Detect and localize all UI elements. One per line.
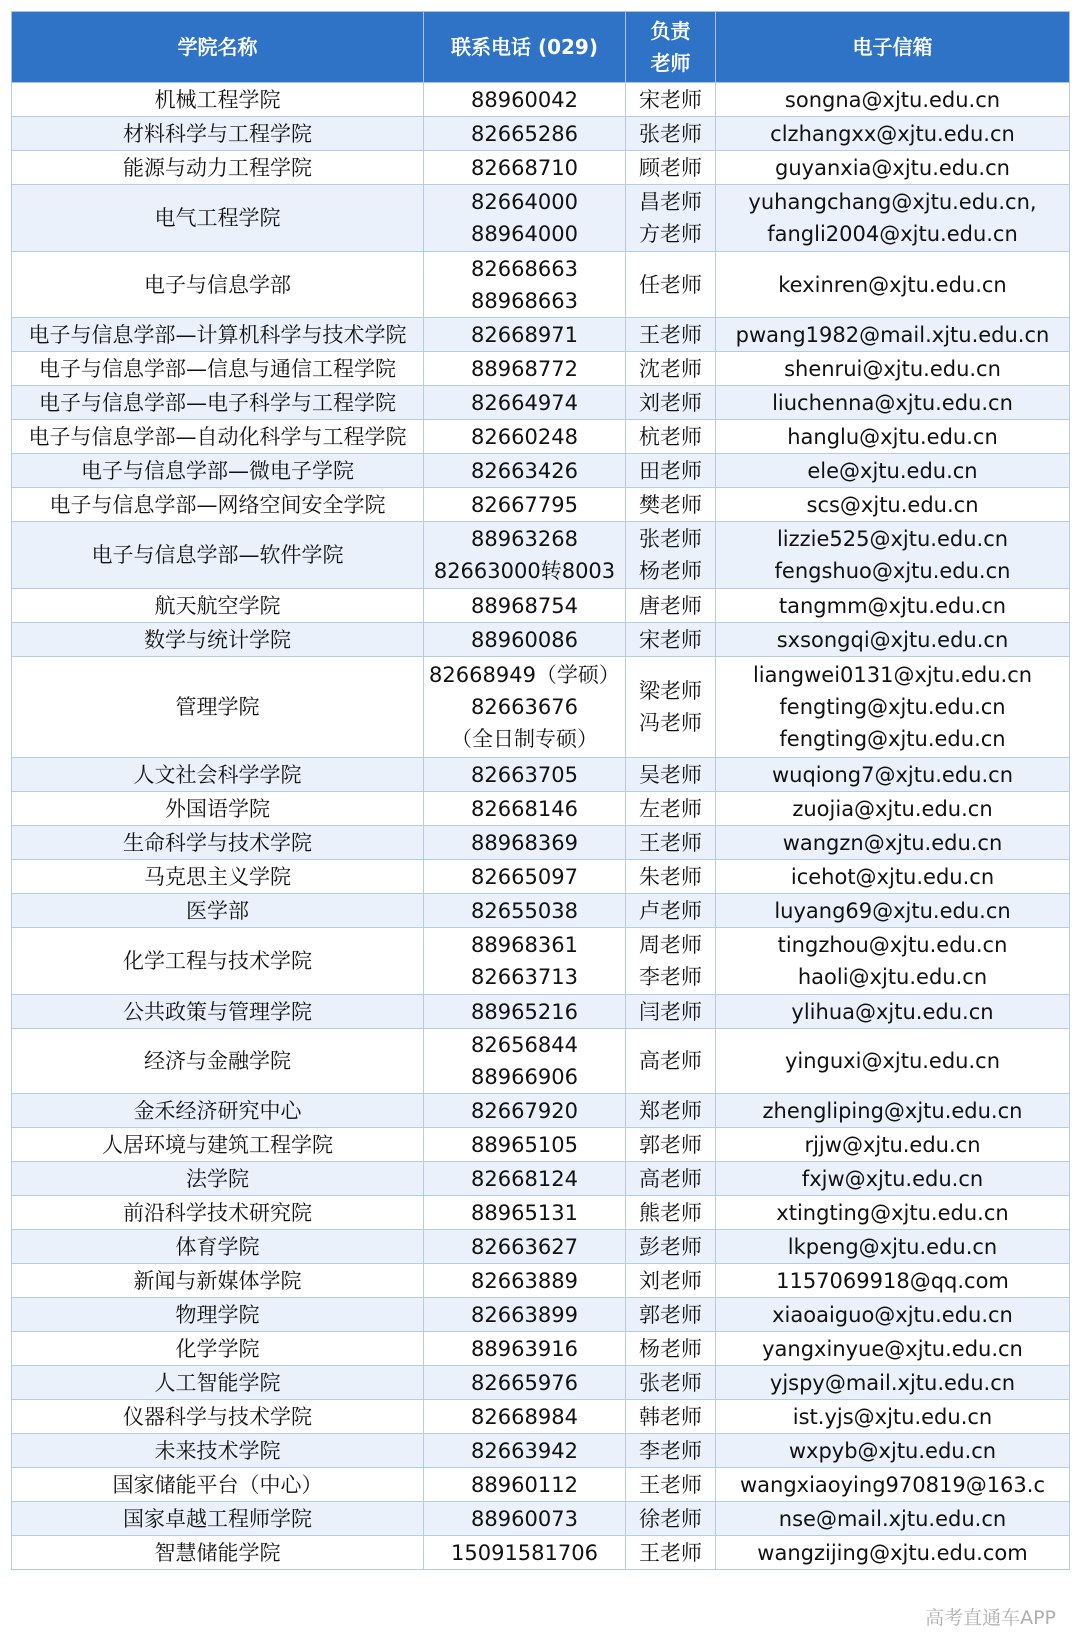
email: guyanxia@xjtu.edu.cn xyxy=(716,151,1070,185)
table-row xyxy=(12,1162,1070,1196)
college-name: 电子与信息学部—信息与通信工程学院 xyxy=(12,352,424,386)
table-row xyxy=(12,1128,1070,1162)
college-name: 前沿科学技术研究院 xyxy=(12,1196,424,1230)
college-name: 国家卓越工程师学院 xyxy=(12,1502,424,1536)
college-name: 电子与信息学部—电子科学与工程学院 xyxy=(12,386,424,420)
phone: 82660248 xyxy=(424,420,626,454)
table-row xyxy=(12,1502,1070,1536)
email: 1157069918@qq.com xyxy=(716,1264,1070,1298)
teacher: 彭老师 xyxy=(626,1230,716,1264)
phone: 82663942 xyxy=(424,1434,626,1468)
table-row xyxy=(12,1536,1070,1570)
table-row xyxy=(12,589,1070,623)
teacher: 王老师 xyxy=(626,1536,716,1570)
teacher-line: 杨老师 xyxy=(639,559,702,583)
email-line: fengting@xjtu.edu.cn xyxy=(779,695,1006,719)
email: clzhangxx@xjtu.edu.cn xyxy=(716,117,1070,151)
email: icehot@xjtu.edu.cn xyxy=(716,860,1070,894)
email-line: tingzhou@xjtu.edu.cn xyxy=(777,933,1008,957)
table-row xyxy=(12,1400,1070,1434)
table-row xyxy=(12,1298,1070,1332)
table-row xyxy=(12,1366,1070,1400)
teacher xyxy=(626,928,716,995)
phone: 82665976 xyxy=(424,1366,626,1400)
phone-line: 88964000 xyxy=(471,222,578,246)
phone xyxy=(424,252,626,318)
teacher: 张老师 xyxy=(626,1366,716,1400)
college-name: 外国语学院 xyxy=(12,792,424,826)
phone xyxy=(424,522,626,589)
college-name: 数学与统计学院 xyxy=(12,623,424,657)
phone: 82663899 xyxy=(424,1298,626,1332)
email: zuojia@xjtu.edu.cn xyxy=(716,792,1070,826)
phone: 88960042 xyxy=(424,83,626,117)
email: xiaoaiguo@xjtu.edu.cn xyxy=(716,1298,1070,1332)
college-name: 金禾经济研究中心 xyxy=(12,1094,424,1128)
phone: 88968369 xyxy=(424,826,626,860)
table-row xyxy=(12,1029,1070,1094)
phone: 88968754 xyxy=(424,589,626,623)
teacher: 王老师 xyxy=(626,826,716,860)
college-name: 电子与信息学部—微电子学院 xyxy=(12,454,424,488)
table-row xyxy=(12,151,1070,185)
table-row xyxy=(12,522,1070,589)
email: songna@xjtu.edu.cn xyxy=(716,83,1070,117)
table-row xyxy=(12,928,1070,995)
college-name: 智慧储能学院 xyxy=(12,1536,424,1570)
teacher: 沈老师 xyxy=(626,352,716,386)
phone: 15091581706 xyxy=(424,1536,626,1570)
college-name: 物理学院 xyxy=(12,1298,424,1332)
phone: 82655038 xyxy=(424,894,626,928)
teacher: 闫老师 xyxy=(626,995,716,1029)
college-name: 人文社会科学学院 xyxy=(12,758,424,792)
table-row xyxy=(12,826,1070,860)
email: kexinren@xjtu.edu.cn xyxy=(716,252,1070,318)
table-row xyxy=(12,1094,1070,1128)
table-row xyxy=(12,894,1070,928)
table-row xyxy=(12,117,1070,151)
teacher-line: 李老师 xyxy=(639,965,702,989)
table-row xyxy=(12,623,1070,657)
header-row xyxy=(12,12,1070,83)
email: lkpeng@xjtu.edu.cn xyxy=(716,1230,1070,1264)
email: shenrui@xjtu.edu.cn xyxy=(716,352,1070,386)
teacher: 刘老师 xyxy=(626,386,716,420)
teacher: 任老师 xyxy=(626,252,716,318)
table-row xyxy=(12,386,1070,420)
email: nse@mail.xjtu.edu.cn xyxy=(716,1502,1070,1536)
phone: 82668124 xyxy=(424,1162,626,1196)
teacher-line: 周老师 xyxy=(639,933,702,957)
phone: 82667920 xyxy=(424,1094,626,1128)
phone: 88960112 xyxy=(424,1468,626,1502)
table-row xyxy=(12,83,1070,117)
college-name: 化学学院 xyxy=(12,1332,424,1366)
phone-line: 82664000 xyxy=(471,190,578,214)
email: yjspy@mail.xjtu.edu.cn xyxy=(716,1366,1070,1400)
college-name: 机械工程学院 xyxy=(12,83,424,117)
teacher: 吴老师 xyxy=(626,758,716,792)
college-name: 能源与动力工程学院 xyxy=(12,151,424,185)
email: wuqiong7@xjtu.edu.cn xyxy=(716,758,1070,792)
teacher xyxy=(626,657,716,758)
college-name: 马克思主义学院 xyxy=(12,860,424,894)
email: zhengliping@xjtu.edu.cn xyxy=(716,1094,1070,1128)
email: luyang69@xjtu.edu.cn xyxy=(716,894,1070,928)
phone xyxy=(424,657,626,758)
phone: 88965216 xyxy=(424,995,626,1029)
phone-line: 88963268 xyxy=(471,527,578,551)
teacher: 郑老师 xyxy=(626,1094,716,1128)
header-teacher xyxy=(626,12,716,83)
email: yinguxi@xjtu.edu.cn xyxy=(716,1029,1070,1094)
phone: 82663627 xyxy=(424,1230,626,1264)
email: rjjw@xjtu.edu.cn xyxy=(716,1128,1070,1162)
college-name: 管理学院 xyxy=(12,657,424,758)
college-name: 公共政策与管理学院 xyxy=(12,995,424,1029)
teacher: 郭老师 xyxy=(626,1128,716,1162)
table-row xyxy=(12,860,1070,894)
college-name: 仪器科学与技术学院 xyxy=(12,1400,424,1434)
teacher: 韩老师 xyxy=(626,1400,716,1434)
phone-line: 82663676 xyxy=(471,695,578,719)
table-row xyxy=(12,1264,1070,1298)
email: scs@xjtu.edu.cn xyxy=(716,488,1070,522)
college-name: 航天航空学院 xyxy=(12,589,424,623)
teacher: 郭老师 xyxy=(626,1298,716,1332)
email-line: lizzie525@xjtu.edu.cn xyxy=(776,527,1009,551)
email xyxy=(716,185,1070,252)
email: hanglu@xjtu.edu.cn xyxy=(716,420,1070,454)
college-name: 法学院 xyxy=(12,1162,424,1196)
phone: 82665097 xyxy=(424,860,626,894)
college-name: 经济与金融学院 xyxy=(12,1029,424,1094)
table-row xyxy=(12,1230,1070,1264)
phone xyxy=(424,1029,626,1094)
phone-line: 82656844 xyxy=(471,1033,578,1057)
phone: 82663705 xyxy=(424,758,626,792)
email-line: yuhangchang@xjtu.edu.cn, xyxy=(748,190,1037,214)
email: yangxinyue@xjtu.edu.cn xyxy=(716,1332,1070,1366)
email: tangmm@xjtu.edu.cn xyxy=(716,589,1070,623)
phone: 88960086 xyxy=(424,623,626,657)
teacher: 张老师 xyxy=(626,117,716,151)
college-name: 电子与信息学部—软件学院 xyxy=(12,522,424,589)
email-line: fengting@xjtu.edu.cn xyxy=(779,727,1006,751)
phone xyxy=(424,185,626,252)
phone-line: （全日制专硕） xyxy=(451,727,598,751)
phone: 82663889 xyxy=(424,1264,626,1298)
table-row xyxy=(12,758,1070,792)
teacher: 熊老师 xyxy=(626,1196,716,1230)
email: sxsongqi@xjtu.edu.cn xyxy=(716,623,1070,657)
email-line: fangli2004@xjtu.edu.cn xyxy=(767,222,1018,246)
teacher: 高老师 xyxy=(626,1162,716,1196)
phone: 88965131 xyxy=(424,1196,626,1230)
college-name: 体育学院 xyxy=(12,1230,424,1264)
email: pwang1982@mail.xjtu.edu.cn xyxy=(716,318,1070,352)
college-name: 医学部 xyxy=(12,894,424,928)
phone: 88963916 xyxy=(424,1332,626,1366)
email: ist.yjs@xjtu.edu.cn xyxy=(716,1400,1070,1434)
college-name: 人工智能学院 xyxy=(12,1366,424,1400)
email: wangzijing@xjtu.edu.com xyxy=(716,1536,1070,1570)
teacher: 田老师 xyxy=(626,454,716,488)
email: wangxiaoying970819@163.c xyxy=(716,1468,1070,1502)
table-row xyxy=(12,1196,1070,1230)
teacher-line: 方老师 xyxy=(639,222,702,246)
phone: 88960073 xyxy=(424,1502,626,1536)
teacher-line: 昌老师 xyxy=(639,190,702,214)
header-email: 电子信箱 xyxy=(716,12,1070,83)
college-name: 材料科学与工程学院 xyxy=(12,117,424,151)
table-row xyxy=(12,995,1070,1029)
college-name: 人居环境与建筑工程学院 xyxy=(12,1128,424,1162)
email: ylihua@xjtu.edu.cn xyxy=(716,995,1070,1029)
table-row xyxy=(12,252,1070,318)
phone: 82668971 xyxy=(424,318,626,352)
phone-line: 82663713 xyxy=(471,965,578,989)
teacher: 卢老师 xyxy=(626,894,716,928)
phone-line: 88968663 xyxy=(471,288,578,313)
teacher xyxy=(626,185,716,252)
email: ele@xjtu.edu.cn xyxy=(716,454,1070,488)
phone xyxy=(424,928,626,995)
teacher: 高老师 xyxy=(626,1029,716,1094)
header-teacher-line: 负责 xyxy=(650,19,691,43)
college-name: 电气工程学院 xyxy=(12,185,424,252)
college-name: 电子与信息学部—网络空间安全学院 xyxy=(12,488,424,522)
header-college-name: 学院名称 xyxy=(12,12,424,83)
watermark: 高考直通车APP xyxy=(925,1607,1056,1629)
teacher: 左老师 xyxy=(626,792,716,826)
table-row xyxy=(12,488,1070,522)
phone: 82664974 xyxy=(424,386,626,420)
table-row xyxy=(12,1332,1070,1366)
college-name: 电子与信息学部—计算机科学与技术学院 xyxy=(12,318,424,352)
phone-line: 88966906 xyxy=(471,1065,578,1089)
email xyxy=(716,928,1070,995)
teacher: 杨老师 xyxy=(626,1332,716,1366)
table-row xyxy=(12,454,1070,488)
phone: 82668984 xyxy=(424,1400,626,1434)
email xyxy=(716,657,1070,758)
table-row xyxy=(12,792,1070,826)
teacher: 杭老师 xyxy=(626,420,716,454)
table-row xyxy=(12,1434,1070,1468)
contacts-table xyxy=(11,11,1070,1570)
teacher: 王老师 xyxy=(626,1468,716,1502)
table-row xyxy=(12,352,1070,386)
college-name: 国家储能平台（中心） xyxy=(12,1468,424,1502)
teacher: 徐老师 xyxy=(626,1502,716,1536)
table-row xyxy=(12,318,1070,352)
phone-line: 82668949（学硕） xyxy=(429,663,620,687)
teacher: 李老师 xyxy=(626,1434,716,1468)
college-name: 生命科学与技术学院 xyxy=(12,826,424,860)
phone: 82668710 xyxy=(424,151,626,185)
email: xtingting@xjtu.edu.cn xyxy=(716,1196,1070,1230)
table-row xyxy=(12,1468,1070,1502)
phone-line: 82663000转8003 xyxy=(433,559,616,583)
teacher: 朱老师 xyxy=(626,860,716,894)
teacher: 王老师 xyxy=(626,318,716,352)
phone: 82667795 xyxy=(424,488,626,522)
teacher: 宋老师 xyxy=(626,623,716,657)
college-name: 电子与信息学部—自动化科学与工程学院 xyxy=(12,420,424,454)
email-line: fengshuo@xjtu.edu.cn xyxy=(774,559,1011,583)
phone-line: 88968361 xyxy=(471,933,578,957)
teacher: 樊老师 xyxy=(626,488,716,522)
header-teacher-line: 老师 xyxy=(650,51,691,75)
email: fxjw@xjtu.edu.cn xyxy=(716,1162,1070,1196)
email-line: liangwei0131@xjtu.edu.cn xyxy=(752,663,1033,687)
phone: 82668146 xyxy=(424,792,626,826)
teacher: 顾老师 xyxy=(626,151,716,185)
phone: 82665286 xyxy=(424,117,626,151)
teacher: 唐老师 xyxy=(626,589,716,623)
email: liuchenna@xjtu.edu.cn xyxy=(716,386,1070,420)
college-name: 化学工程与技术学院 xyxy=(12,928,424,995)
teacher xyxy=(626,522,716,589)
table-row xyxy=(12,420,1070,454)
teacher: 刘老师 xyxy=(626,1264,716,1298)
email-line: haoli@xjtu.edu.cn xyxy=(797,965,988,989)
header-phone: 联系电话 (029) xyxy=(424,12,626,83)
teacher: 宋老师 xyxy=(626,83,716,117)
table-row xyxy=(12,185,1070,252)
table-row xyxy=(12,657,1070,758)
phone: 88968772 xyxy=(424,352,626,386)
phone: 88965105 xyxy=(424,1128,626,1162)
teacher-line: 梁老师 xyxy=(639,679,702,703)
phone: 82663426 xyxy=(424,454,626,488)
college-name: 电子与信息学部 xyxy=(12,252,424,318)
college-name: 未来技术学院 xyxy=(12,1434,424,1468)
teacher-line: 张老师 xyxy=(639,527,702,551)
email: wangzn@xjtu.edu.cn xyxy=(716,826,1070,860)
teacher-line: 冯老师 xyxy=(639,711,702,735)
college-name: 新闻与新媒体学院 xyxy=(12,1264,424,1298)
phone-line: 82668663 xyxy=(471,256,578,281)
email: wxpyb@xjtu.edu.cn xyxy=(716,1434,1070,1468)
email xyxy=(716,522,1070,589)
